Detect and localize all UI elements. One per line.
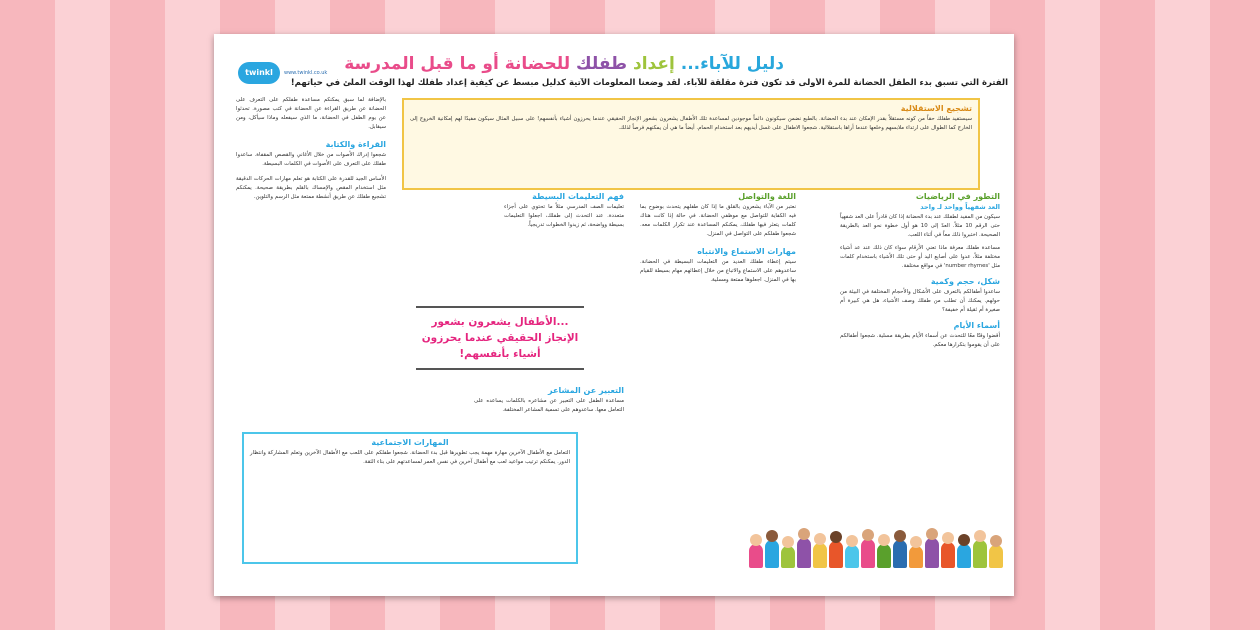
feelings-text: مساعدة الطفل على التعبير عن مشاعره بالكلمات يساعده على التعامل معها. ساعدوهم على تسمية المشاعر المختلفة. xyxy=(474,398,624,413)
motor-text: الأساس الجيد للقدرة على الكتابة هو تعلم مهارات الحركات الدقيقة مثل استخدام المقص والإمساك بالقلم بطريقة صحيحة. يمكنكم تشجيع طفلك عن طريق أنشطة ممتعة مثل الرسم والتلوين. xyxy=(236,176,386,200)
listening-heading: مهارات الاستماع والانتباه xyxy=(697,247,796,256)
independence-heading: تشجيع الاستقلالية xyxy=(900,104,972,113)
language-heading: اللغة والتواصل xyxy=(738,192,796,201)
intro-text: الفترة التي تسبق بدء الطفل الحضانة للمرة الأولى قد تكون فترة مقلقة للآباء. لقد وضعنا المعلومات الآتية كدليل مبسط عن كيفية إعداد طفلك لهذا الوقت الملئ في حياتهم! xyxy=(290,78,1008,88)
language-column xyxy=(640,192,796,285)
child-figure xyxy=(781,546,795,568)
child-figure xyxy=(845,545,859,568)
guide-sheet xyxy=(214,34,1014,596)
independence-text: سيستفيد طفلك حقاً من كونه مستقلاً بقدر الإمكان عند بدء الحضانة. بالطبع نضمن سيكونون دائماً موجودين لمساعدة تلك الأطفال يشعرون بشعور الإنجاز الحقيقي عندما يحرزون أشياء بأنفسهم! على سبيل المثال سيكون مفيدًا لهم إمكانية الخروج إلى الخارج كما الطوال على ارتداء ملابسهم وخلعها عندما أراها باستقلالية. شجعوا الاطفال على غسل أيديهم بعد استخدام الحمام. أيضاً ما هي أن يمكنهم فرصاً لذلك. xyxy=(410,116,972,131)
weekdays-text: أقضوا وقتًا معًا للتحدث عن أسماء الأيام بطريقة مسلية. شجعوا أطفالكم على أن يقوموا بتكرارها معكم. xyxy=(840,333,1000,348)
feelings-column xyxy=(474,386,624,415)
title-part-3: طفلك xyxy=(576,54,628,74)
child-figure xyxy=(765,540,779,568)
title-part-4: للحضانة أو ما قبل المدرسة xyxy=(344,54,571,74)
title-part-2: إعداد xyxy=(633,54,675,74)
child-figure xyxy=(973,540,987,568)
math-subheading: العد شفهياً وواحد لـ واحد xyxy=(920,203,1000,211)
child-figure xyxy=(893,540,907,568)
instructions-column xyxy=(504,192,624,230)
child-figure xyxy=(957,544,971,568)
child-figure xyxy=(941,542,955,568)
child-figure xyxy=(925,538,939,568)
child-figure xyxy=(813,543,827,568)
math-heading: التطور في الرياضيات xyxy=(915,192,1000,201)
feelings-heading: التعبير عن المشاعر xyxy=(548,386,624,395)
social-heading: المهارات الاجتماعية xyxy=(371,438,449,447)
math-text: سيكون من المفيد لطفلك عند بدء الحضانة إذا كان قادراً على العد شفهياً حتى الرقم 10 مثلاً. العدّ إلى 10 هو أول خطوة نحو العد بالطريقة الصحيحة. اختبروا ذلك معاً في أثناء اللعب. xyxy=(840,214,1000,238)
pull-quote: ...الأطفال يشعرون بشعور الإنجاز الحقيقي عندما يحرزون أشياء بأنفسهم! xyxy=(416,306,584,370)
instructions-text: تعليمات الصف المدرسي مثلاً ما تحتوي على أجزاء متعددة. عند التحدث إلى طفلك، اجعلوا التعليمات بسيطة وواضحة، ثم زيدوا الخطوات تدريجياً. xyxy=(504,204,624,228)
child-figure xyxy=(749,544,763,568)
reading-text: شجعوا إدراك الأصوات من خلال الأغاني والقصص المقفاة. ساعدوا طفلك على التعرف على الأصوات في الكلمات البسيطة. xyxy=(236,152,386,167)
child-figure xyxy=(909,546,923,568)
numbers-text: مساعدة طفلك معرفة ماذا تعني الأرقام سواء كان ذلك عند عد أشياء مختلفة مثلاً، عدوا على أصابع اليد أو حتى تلك الأشياء باستخدام كلمات مثل 'number rhymes' في مواقع مختلفة. xyxy=(840,245,1000,269)
shape-text: ساعدوا أطفالكم بالتعرف على الأشكال والأحجام المختلفة في البيئة من حولهم. يمكنك أن تطلب من طفلك وصف الأشياء، هل هي كبيرة أم صغيرة أم ثقيلة أم خفيفة؟ xyxy=(840,289,1000,313)
left-intro-text: بالإضافة لما سبق يمكنكم مساعدة طفلكم على التعرف على الحضانة عن طريق القراءة عن الحضانة في كتب مصورة. تحدثوا عن يوم الطفل في الحضانة، ما الذي سيفعله وماذا سيأكل، ومن سيقابل. xyxy=(236,97,386,130)
child-figure xyxy=(861,539,875,568)
social-text: التعامل مع الأطفال الآخرين مهارة مهمة يجب تطويرها قبل بدء الحضانة. شجعوا طفلكم على اللعب مع الأطفال الآخرين وتعلم المشاركة وانتظار الدور. يمكنكم ترتيب مواعيد لعب مع أطفال آخرين في نفس العمر لمساعدتهم على بناء الثقة. xyxy=(250,450,570,465)
title-part-1: دليل للآباء... xyxy=(680,54,784,74)
instructions-heading: فهم التعليمات البسيطة xyxy=(532,192,624,201)
child-figure xyxy=(877,544,891,568)
child-figure xyxy=(989,545,1003,568)
child-figure xyxy=(797,538,811,568)
logo-badge: twinkl xyxy=(238,62,280,84)
page-title xyxy=(344,54,784,74)
child-figure xyxy=(829,541,843,568)
listening-text: سيتم إعطاء طفلك العديد من التعليمات البسيطة في الحضانة. ساعدوهم على الاستماع والاتباع من خلال إعطائهم مهام بسيطة للقيام بها في المنزل. اجعلوها ممتعة ومسلية. xyxy=(640,259,796,283)
reading-heading: القراءة والكتابة xyxy=(325,140,386,149)
math-column xyxy=(840,192,1000,350)
social-skills-box xyxy=(242,432,578,564)
language-text: نعتبر من الآباء يشعرون بالقلق ما إذا كان طفلهم يتحدث بوضوح بما فيه الكفاية للتواصل مع موظفي الحضانة. في حالة إذا كانت هناك كلمات يتعثر فيها طفلك، يمكنكم المساعدة عند تكرار الكلمات معه. شجعوا طفلكم على التواصل في المنزل. xyxy=(640,204,796,237)
shape-heading: شكل، حجم وكمية xyxy=(930,277,1000,286)
weekdays-heading: أسماء الأيام xyxy=(953,321,1000,330)
children-illustration xyxy=(749,520,1004,568)
independence-box xyxy=(402,98,980,190)
logo-url: www.twinkl.co.uk xyxy=(284,70,328,76)
left-column xyxy=(236,96,386,202)
